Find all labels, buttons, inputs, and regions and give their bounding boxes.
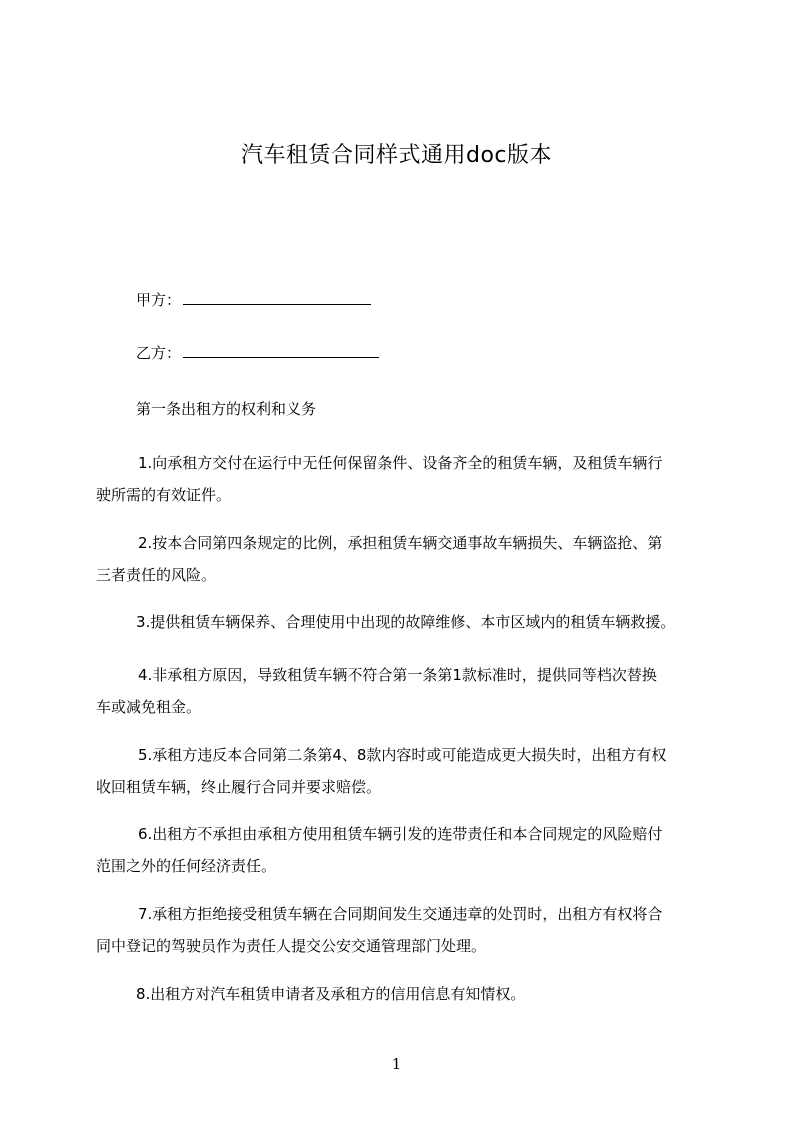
clause-item-8 — [96, 978, 702, 1010]
document-title: 汽车租赁合同样式通用doc版本 — [240, 143, 553, 168]
page-number: 1 — [391, 1055, 402, 1073]
clause-line: 2.按本合同第四条规定的比例，承担租赁车辆交通事故车辆损失、车辆盗抢、第 — [138, 534, 663, 552]
clause-line: 3.提供租赁车辆保养、合理使用中出现的故障维修、本市区域内的租赁车辆救援。 — [136, 613, 676, 631]
section-heading: 第一条出租方的权利和义务 — [136, 400, 317, 418]
party-b-label: 乙方： — [136, 344, 182, 362]
party-a-blank — [183, 288, 371, 305]
party-a-label: 甲方： — [136, 291, 182, 309]
clause-line: 4.非承租方原因，导致租赁车辆不符合第一条第1款标准时，提供同等档次替换 — [138, 666, 657, 684]
clause-item-4 — [96, 659, 702, 723]
clause-line: 同中登记的驾驶员作为责任人提交公安交通管理部门处理。 — [96, 937, 487, 955]
clause-line: 5.承租方违反本合同第二条第4、8款内容时或可能造成更大损失时，出租方有权 — [138, 746, 667, 764]
clause-line: 8.出租方对汽车租赁申请者及承租方的信用信息有知情权。 — [136, 985, 526, 1003]
clause-item-1 — [96, 447, 702, 511]
clause-line: 6.出租方不承担由承租方使用租赁车辆引发的连带责任和本合同规定的风险赔付 — [138, 825, 663, 843]
clause-item-5 — [96, 739, 702, 803]
clause-item-2 — [96, 527, 702, 591]
clause-line: 7.承租方拒绝接受租赁车辆在合同期间发生交通违章的处罚时，出租方有权将合 — [138, 905, 663, 923]
party-a-line — [136, 286, 371, 314]
clause-line: 驶所需的有效证件。 — [96, 486, 232, 504]
clause-line: 车或减免租金。 — [96, 698, 202, 716]
clause-line: 三者责任的风险。 — [96, 566, 217, 584]
clause-line: 收回租赁车辆，终止履行合同并要求赔偿。 — [96, 778, 382, 796]
clause-item-7 — [96, 898, 702, 962]
clause-line: 范围之外的任何经济责任。 — [96, 857, 277, 875]
party-b-line — [136, 339, 379, 367]
clause-line: 1.向承租方交付在运行中无任何保留条件、设备齐全的租赁车辆，及租赁车辆行 — [138, 454, 663, 472]
clause-item-3 — [96, 606, 702, 638]
clause-item-6 — [96, 818, 702, 882]
party-b-blank — [183, 341, 379, 358]
